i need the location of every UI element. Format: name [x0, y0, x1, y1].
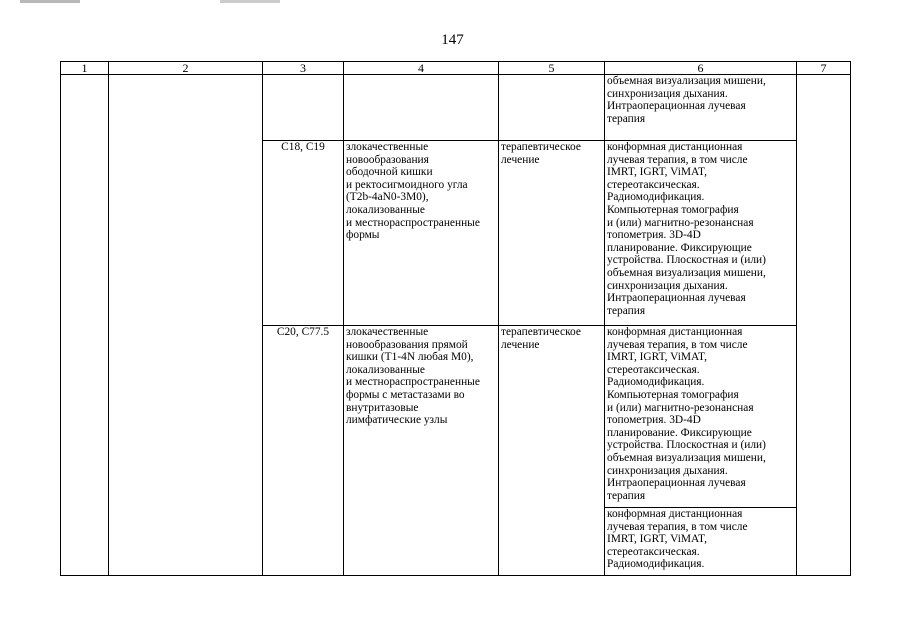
- scan-edge-artifact: [20, 0, 750, 3]
- header-col-7: 7: [797, 62, 851, 75]
- cell-col-2: [109, 75, 263, 576]
- cell-col-1: [61, 75, 109, 576]
- page-number: 147: [441, 32, 464, 48]
- cell-treatment-type: терапевтическое лечение: [499, 141, 605, 326]
- cell-diagnosis: злокачественные новообразования прямой кишки (T1-4N любая M0), локализованные и местнораспространенные формы с метастазами во внутритазовые лимфатические узлы: [344, 326, 499, 576]
- header-col-4: 4: [344, 62, 499, 75]
- cell-col-7: [797, 75, 851, 576]
- header-col-1: 1: [61, 62, 109, 75]
- table-header-row: [61, 62, 851, 75]
- medical-care-table: [60, 61, 851, 576]
- table-row: [61, 75, 851, 141]
- cell-treatment-type: терапевтическое лечение: [499, 326, 605, 576]
- cell-code: [263, 75, 344, 141]
- header-col-2: 2: [109, 62, 263, 75]
- cell-code: C20, C77.5: [263, 326, 344, 576]
- cell-treatment-method: конформная дистанционная лучевая терапия, в том числе IMRT, IGRT, ViMAT, стереотаксическая. Радиомодификация. Компьютерная томография и (или) магнитно-резонансная топометрия. 3D-4D планирование. Фиксирующие устройства. Плоскостная и (или) объемная визуализация мишени, синхронизация дыхания. Интраоперационная лучевая терапия: [605, 141, 797, 326]
- cell-diagnosis: [344, 75, 499, 141]
- header-col-3: 3: [263, 62, 344, 75]
- cell-treatment-method: конформная дистанционная лучевая терапия, в том числе IMRT, IGRT, ViMAT, стереотаксическая. Радиомодификация. Компьютерная томография и (или) магнитно-резонансная топометрия. 3D-4D планирование. Фиксирующие устройства. Плоскостная и (или) объемная визуализация мишени, синхронизация дыхания. Интраоперационная лучевая терапия: [605, 326, 797, 508]
- cell-treatment-method: объемная визуализация мишени, синхронизация дыхания. Интраоперационная лучевая терапия: [605, 75, 797, 141]
- header-col-5: 5: [499, 62, 605, 75]
- cell-diagnosis: злокачественные новообразования ободочной кишки и ректосигмоидного угла (T2b-4aN0-3M0), локализованные и местнораспространенные формы: [344, 141, 499, 326]
- cell-treatment-method: конформная дистанционная лучевая терапия, в том числе IMRT, IGRT, ViMAT, стереотаксическая. Радиомодификация.: [605, 508, 797, 576]
- header-col-6: 6: [605, 62, 797, 75]
- cell-code: C18, C19: [263, 141, 344, 326]
- cell-treatment-type: [499, 75, 605, 141]
